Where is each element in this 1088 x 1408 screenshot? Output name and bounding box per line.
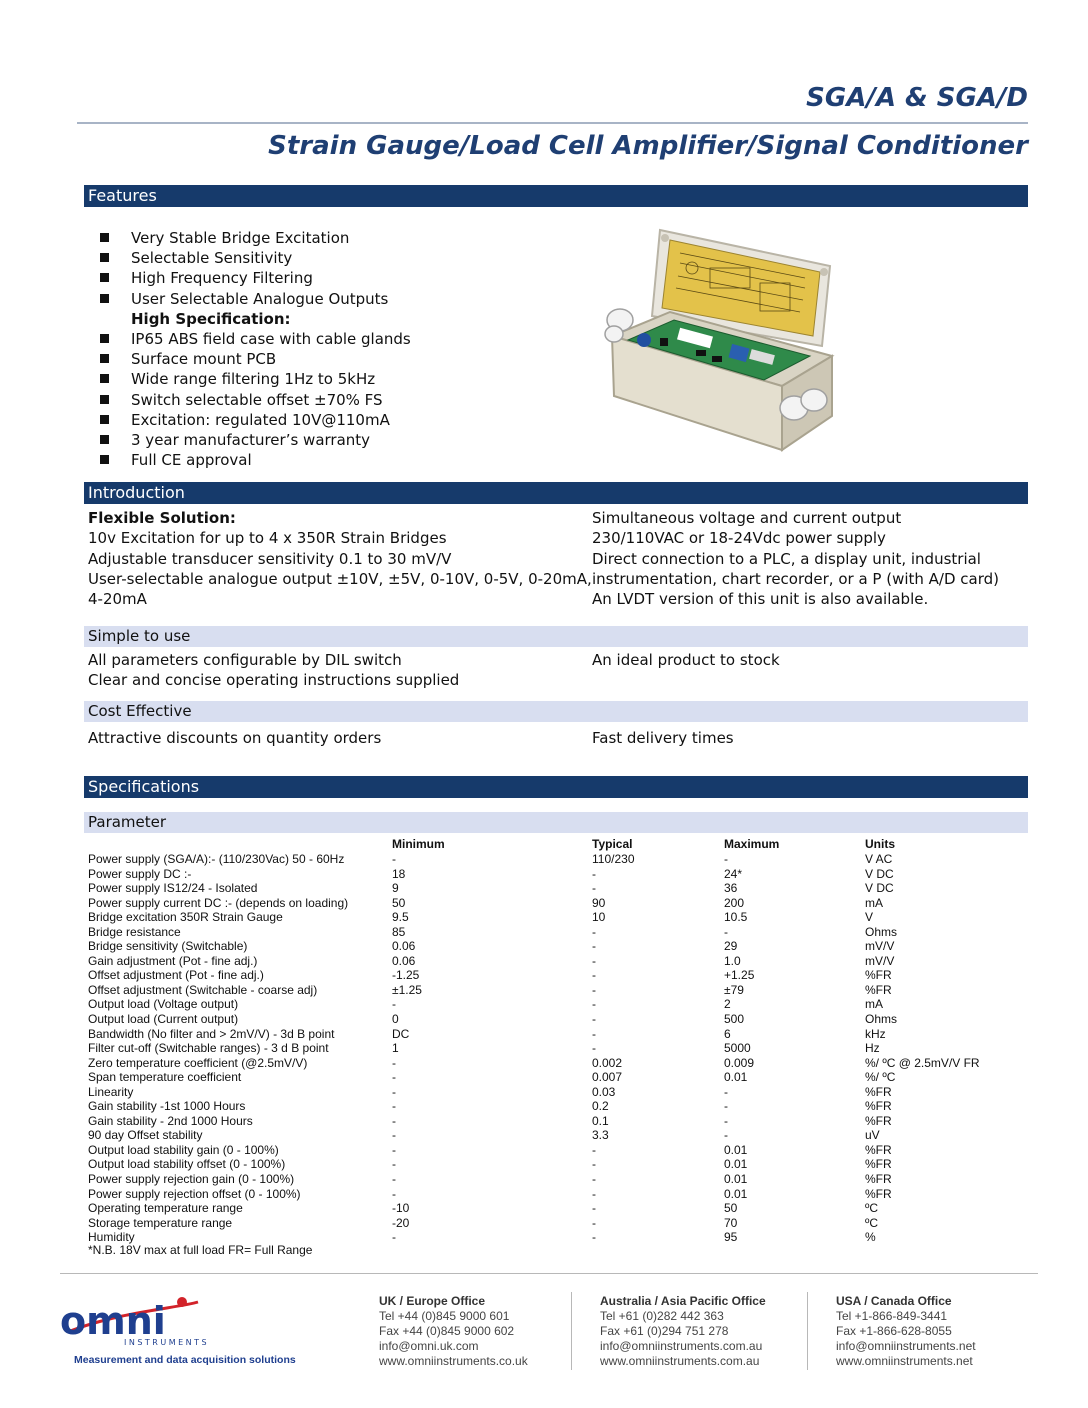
parameter-cell: Humidity bbox=[88, 1230, 135, 1245]
units-cell: Ohms bbox=[865, 924, 898, 939]
text-line: Direct connection to a PLC, a display unit, industrial bbox=[592, 549, 981, 568]
maximum-cell: 0.01 bbox=[724, 1172, 748, 1187]
maximum-cell: 0.009 bbox=[724, 1055, 755, 1070]
text-line: Simultaneous voltage and current output bbox=[592, 509, 902, 527]
text-line: Adjustable transducer sensitivity 0.1 to 30 mV/V bbox=[88, 549, 452, 568]
maximum-cell: - bbox=[724, 924, 728, 939]
typical-cell: - bbox=[592, 1230, 596, 1245]
list-item: Excitation: regulated 10V@110mA bbox=[100, 410, 411, 430]
typical-cell: - bbox=[592, 997, 596, 1012]
typical-cell: - bbox=[592, 1186, 596, 1201]
column-header-typical: Typical bbox=[592, 837, 633, 851]
typical-cell: - bbox=[592, 1026, 596, 1041]
units-cell: %FR bbox=[865, 968, 892, 983]
office-email[interactable]: info@omniinstruments.net bbox=[836, 1339, 976, 1353]
office-email[interactable]: info@omni.uk.com bbox=[379, 1339, 479, 1353]
units-cell: Hz bbox=[865, 1041, 880, 1056]
parameter-cell: Storage temperature range bbox=[88, 1215, 233, 1230]
list-subheading: High Specification: bbox=[131, 309, 291, 328]
typical-cell: 3.3 bbox=[592, 1128, 609, 1143]
square-bullet-icon bbox=[100, 273, 109, 282]
maximum-cell: - bbox=[724, 1128, 728, 1143]
column-header-units: Units bbox=[865, 837, 895, 851]
minimum-cell: DC bbox=[392, 1026, 410, 1041]
minimum-cell: - bbox=[392, 1142, 396, 1157]
parameter-cell: Filter cut-off (Switchable ranges) - 3 d B point bbox=[88, 1041, 329, 1056]
maximum-cell: - bbox=[724, 852, 728, 866]
square-bullet-icon bbox=[100, 253, 109, 262]
text-line: An ideal product to stock bbox=[592, 651, 780, 669]
list-item: Selectable Sensitivity bbox=[100, 248, 411, 268]
omni-logo bbox=[58, 1290, 298, 1370]
cost-left-text: Attractive discounts on quantity orders bbox=[88, 729, 382, 747]
parameter-cell: Bandwidth (No filter and > 2mV/V) - 3d B point bbox=[88, 1026, 335, 1041]
maximum-cell: - bbox=[724, 1113, 728, 1128]
parameter-cell: Power supply IS12/24 - Isolated bbox=[88, 881, 258, 896]
logo-subtext: INSTRUMENTS bbox=[124, 1338, 210, 1347]
office-title: USA / Canada Office bbox=[836, 1294, 952, 1308]
typical-cell: 0.007 bbox=[592, 1070, 623, 1085]
simple-heading: Simple to use bbox=[84, 626, 1028, 647]
list-item: Switch selectable offset ±70% FS bbox=[100, 390, 411, 410]
units-cell: mA bbox=[865, 997, 883, 1012]
parameter-cell: Gain stability - 2nd 1000 Hours bbox=[88, 1113, 253, 1128]
typical-cell: - bbox=[592, 968, 596, 983]
square-bullet-icon bbox=[100, 455, 109, 464]
parameter-cell: Output load stability offset (0 - 100%) bbox=[88, 1157, 286, 1172]
maximum-cell: 0.01 bbox=[724, 1070, 748, 1085]
maximum-cell: 0.01 bbox=[724, 1157, 748, 1172]
column-header-minimum: Minimum bbox=[392, 837, 445, 851]
minimum-cell: - bbox=[392, 1186, 396, 1201]
office-australia bbox=[600, 1294, 766, 1369]
units-cell: % bbox=[865, 1230, 876, 1245]
typical-cell: 0.002 bbox=[592, 1055, 623, 1070]
minimum-cell: -10 bbox=[392, 1201, 410, 1216]
parameter-cell: Output load (Current output) bbox=[88, 1012, 239, 1027]
units-cell: V AC bbox=[865, 852, 893, 866]
minimum-cell: - bbox=[392, 1128, 396, 1143]
parameter-cell: Bridge excitation 350R Strain Gauge bbox=[88, 910, 283, 925]
minimum-cell: -1.25 bbox=[392, 968, 420, 983]
typical-cell: 0.2 bbox=[592, 1099, 609, 1114]
typical-cell: 10 bbox=[592, 910, 606, 925]
minimum-cell: 50 bbox=[392, 895, 406, 910]
parameter-cell: Span temperature coefficient bbox=[88, 1070, 242, 1085]
parameter-heading: Parameter bbox=[84, 812, 1028, 833]
units-cell: ºC bbox=[865, 1201, 879, 1216]
maximum-cell: 1.0 bbox=[724, 953, 741, 968]
typical-cell: 90 bbox=[592, 895, 606, 910]
typical-cell: - bbox=[592, 1041, 596, 1056]
logo-tagline: Measurement and data acquisition solutions bbox=[74, 1354, 296, 1366]
product-photo bbox=[600, 228, 840, 458]
parameter-cell: Power supply current DC :- (depends on loading) bbox=[88, 895, 349, 910]
units-cell: %FR bbox=[865, 982, 892, 997]
list-item: Very Stable Bridge Excitation bbox=[100, 228, 411, 248]
list-item: Wide range filtering 1Hz to 5kHz bbox=[100, 369, 411, 389]
square-bullet-icon bbox=[100, 334, 109, 343]
list-item: High Frequency Filtering bbox=[100, 268, 411, 288]
footer-divider bbox=[60, 1273, 1038, 1274]
text-line: instrumentation, chart recorder, or a P (with A/D card) bbox=[592, 569, 1000, 588]
minimum-cell: - bbox=[392, 1172, 396, 1187]
parameter-cell: Gain adjustment (Pot - fine adj.) bbox=[88, 953, 258, 968]
maximum-cell: 24* bbox=[724, 866, 743, 881]
typical-cell: - bbox=[592, 1157, 596, 1172]
minimum-cell: - bbox=[392, 1084, 396, 1099]
text-line: An LVDT version of this unit is also available. bbox=[592, 590, 929, 609]
units-cell: %FR bbox=[865, 1142, 892, 1157]
units-cell: V DC bbox=[865, 866, 894, 881]
maximum-cell: 500 bbox=[724, 1012, 745, 1027]
list-item: Surface mount PCB bbox=[100, 349, 411, 369]
introduction-right-column bbox=[592, 508, 999, 609]
typical-cell: 110/230 bbox=[592, 852, 635, 866]
text-line: 4-20mA bbox=[88, 590, 147, 609]
square-bullet-icon bbox=[100, 415, 109, 424]
logo-dot bbox=[177, 1297, 187, 1307]
square-bullet-icon bbox=[100, 354, 109, 363]
column-header-maximum: Maximum bbox=[724, 837, 780, 851]
minimum-cell: - bbox=[392, 1157, 396, 1172]
footer-separator bbox=[807, 1292, 808, 1370]
parameter-cell: Bridge resistance bbox=[88, 924, 181, 939]
simple-left-column bbox=[88, 650, 459, 691]
office-phone: Tel +44 (0)845 9000 601 bbox=[379, 1309, 510, 1323]
maximum-cell: +1.25 bbox=[724, 968, 755, 983]
parameter-cell: Zero temperature coefficient (@2.5mV/V) bbox=[88, 1055, 308, 1070]
parameter-cell: Output load stability gain (0 - 100%) bbox=[88, 1142, 279, 1157]
maximum-cell: 6 bbox=[724, 1026, 731, 1041]
typical-cell: - bbox=[592, 1215, 596, 1230]
minimum-cell: 0.06 bbox=[392, 953, 416, 968]
text-line: 230/110VAC or 18-24Vdc power supply bbox=[592, 529, 886, 548]
minimum-cell: - bbox=[392, 1055, 396, 1070]
maximum-cell: 95 bbox=[724, 1230, 738, 1245]
minimum-cell: 0.06 bbox=[392, 939, 416, 954]
footer-separator bbox=[571, 1292, 572, 1370]
maximum-cell: 29 bbox=[724, 939, 738, 954]
minimum-cell: - bbox=[392, 852, 396, 866]
units-cell: mV/V bbox=[865, 953, 895, 968]
maximum-cell: - bbox=[724, 1099, 728, 1114]
office-usa bbox=[836, 1294, 976, 1369]
units-cell: uV bbox=[865, 1128, 880, 1143]
parameter-cell: Linearity bbox=[88, 1084, 134, 1099]
typical-cell: - bbox=[592, 939, 596, 954]
simple-right-column bbox=[592, 650, 780, 670]
maximum-cell: 2 bbox=[724, 997, 731, 1012]
text-line: Clear and concise operating instructions supplied bbox=[88, 671, 460, 690]
typical-cell: - bbox=[592, 1012, 596, 1027]
office-uk bbox=[379, 1294, 528, 1369]
units-cell: kHz bbox=[865, 1026, 886, 1041]
text-line: All parameters configurable by DIL switch bbox=[88, 651, 402, 669]
parameter-cell: Operating temperature range bbox=[88, 1201, 243, 1216]
maximum-cell: 5000 bbox=[724, 1041, 751, 1056]
introduction-left-title: Flexible Solution: bbox=[88, 509, 236, 527]
typical-cell: - bbox=[592, 1142, 596, 1157]
parameter-cell: Power supply rejection gain (0 - 100%) bbox=[88, 1172, 295, 1187]
units-cell: %FR bbox=[865, 1099, 892, 1114]
units-cell: Ohms bbox=[865, 1012, 898, 1027]
minimum-cell: -20 bbox=[392, 1215, 410, 1230]
parameter-cell: Power supply DC :- bbox=[88, 866, 192, 881]
office-title: UK / Europe Office bbox=[379, 1294, 486, 1308]
units-cell: %FR bbox=[865, 1157, 892, 1172]
list-item: 3 year manufacturer’s warranty bbox=[100, 430, 411, 450]
list-item: User Selectable Analogue Outputs bbox=[100, 289, 411, 309]
units-cell: %FR bbox=[865, 1186, 892, 1201]
minimum-cell: - bbox=[392, 1230, 396, 1245]
parameter-cell: Power supply rejection offset (0 - 100%) bbox=[88, 1186, 301, 1201]
specifications-heading: Specifications bbox=[84, 776, 1028, 798]
features-heading: Features bbox=[84, 185, 1028, 207]
parameter-cell: Output load (Voltage output) bbox=[88, 997, 239, 1012]
units-cell: V DC bbox=[865, 881, 894, 896]
square-bullet-icon bbox=[100, 374, 109, 383]
units-cell: %FR bbox=[865, 1113, 892, 1128]
parameter-cell: 90 day Offset stability bbox=[88, 1128, 203, 1143]
text-line: 10v Excitation for up to 4 x 350R Strain Bridges bbox=[88, 529, 447, 548]
office-email[interactable]: info@omniinstruments.com.au bbox=[600, 1339, 763, 1353]
document-subtitle: Strain Gauge/Load Cell Amplifier/Signal Conditioner bbox=[268, 131, 1028, 161]
maximum-cell: 70 bbox=[724, 1215, 738, 1230]
parameter-cell: Gain stability -1st 1000 Hours bbox=[88, 1099, 246, 1114]
typical-cell: - bbox=[592, 924, 596, 939]
typical-cell: - bbox=[592, 982, 596, 997]
square-bullet-icon bbox=[100, 233, 109, 242]
square-bullet-icon bbox=[100, 395, 109, 404]
office-phone: Tel +1-866-849-3441 bbox=[836, 1309, 948, 1323]
introduction-left-column bbox=[88, 508, 592, 609]
list-item: IP65 ABS field case with cable glands bbox=[100, 329, 411, 349]
text-line: User-selectable analogue output ±10V, ±5V, 0-10V, 0-5V, 0-20mA, bbox=[88, 569, 592, 588]
minimum-cell: 1 bbox=[392, 1041, 399, 1056]
typical-cell: - bbox=[592, 881, 596, 896]
cost-heading: Cost Effective bbox=[84, 701, 1028, 722]
minimum-cell: - bbox=[392, 1070, 396, 1085]
features-list bbox=[100, 228, 411, 470]
maximum-cell: 0.01 bbox=[724, 1186, 748, 1201]
typical-cell: 0.03 bbox=[592, 1084, 616, 1099]
cost-right-text: Fast delivery times bbox=[592, 729, 734, 747]
office-website[interactable]: www.omniinstruments.net bbox=[836, 1354, 973, 1368]
typical-cell: - bbox=[592, 953, 596, 968]
office-website[interactable]: www.omniinstruments.co.uk bbox=[379, 1354, 528, 1368]
office-title: Australia / Asia Pacific Office bbox=[600, 1294, 766, 1308]
parameter-cell: Offset adjustment (Switchable - coarse adj) bbox=[88, 982, 318, 997]
units-cell: V bbox=[865, 910, 874, 925]
typical-cell: - bbox=[592, 1172, 596, 1187]
office-phone: Tel +61 (0)282 442 363 bbox=[600, 1309, 724, 1323]
specifications-note: *N.B. 18V max at full load FR= Full Range bbox=[88, 1243, 313, 1257]
parameter-cell: Offset adjustment (Pot - fine adj.) bbox=[88, 968, 264, 983]
office-fax: Fax +61 (0)294 751 278 bbox=[600, 1324, 729, 1338]
minimum-cell: 9 bbox=[392, 881, 399, 896]
typical-cell: - bbox=[592, 1201, 596, 1216]
units-cell: mA bbox=[865, 895, 883, 910]
title-divider bbox=[77, 122, 1028, 124]
units-cell: %/ ºC @ 2.5mV/V FR bbox=[865, 1055, 980, 1070]
typical-cell: 0.1 bbox=[592, 1113, 609, 1128]
maximum-cell: 36 bbox=[724, 881, 738, 896]
units-cell: %/ ºC bbox=[865, 1070, 896, 1085]
units-cell: %FR bbox=[865, 1084, 892, 1099]
square-bullet-icon bbox=[100, 435, 109, 444]
office-fax: Fax +1-866-628-8055 bbox=[836, 1324, 952, 1338]
office-fax: Fax +44 (0)845 9000 602 bbox=[379, 1324, 515, 1338]
units-cell: %FR bbox=[865, 1172, 892, 1187]
maximum-cell: - bbox=[724, 1084, 728, 1099]
minimum-cell: 0 bbox=[392, 1012, 399, 1027]
units-cell: mV/V bbox=[865, 939, 895, 954]
maximum-cell: 50 bbox=[724, 1201, 738, 1216]
minimum-cell: 18 bbox=[392, 866, 406, 881]
maximum-cell: 200 bbox=[724, 895, 745, 910]
document-title: SGA/A & SGA/D bbox=[806, 83, 1028, 113]
typical-cell: - bbox=[592, 866, 596, 881]
square-bullet-icon bbox=[100, 294, 109, 303]
list-item: Full CE approval bbox=[100, 450, 411, 470]
maximum-cell: ±79 bbox=[724, 982, 744, 997]
maximum-cell: 0.01 bbox=[724, 1142, 748, 1157]
minimum-cell: - bbox=[392, 997, 396, 1012]
office-website[interactable]: www.omniinstruments.com.au bbox=[600, 1354, 760, 1368]
maximum-cell: 10.5 bbox=[724, 910, 748, 925]
introduction-heading: Introduction bbox=[84, 482, 1028, 504]
parameter-cell: Bridge sensitivity (Switchable) bbox=[88, 939, 248, 954]
minimum-cell: - bbox=[392, 1113, 396, 1128]
units-cell: ºC bbox=[865, 1215, 879, 1230]
minimum-cell: - bbox=[392, 1099, 396, 1114]
minimum-cell: 85 bbox=[392, 924, 406, 939]
minimum-cell: 9.5 bbox=[392, 910, 409, 925]
minimum-cell: ±1.25 bbox=[392, 982, 422, 997]
logo-text: omni bbox=[60, 1299, 166, 1343]
parameter-cell: Power supply (SGA/A):- (110/230Vac) 50 - 60Hz bbox=[88, 852, 345, 866]
